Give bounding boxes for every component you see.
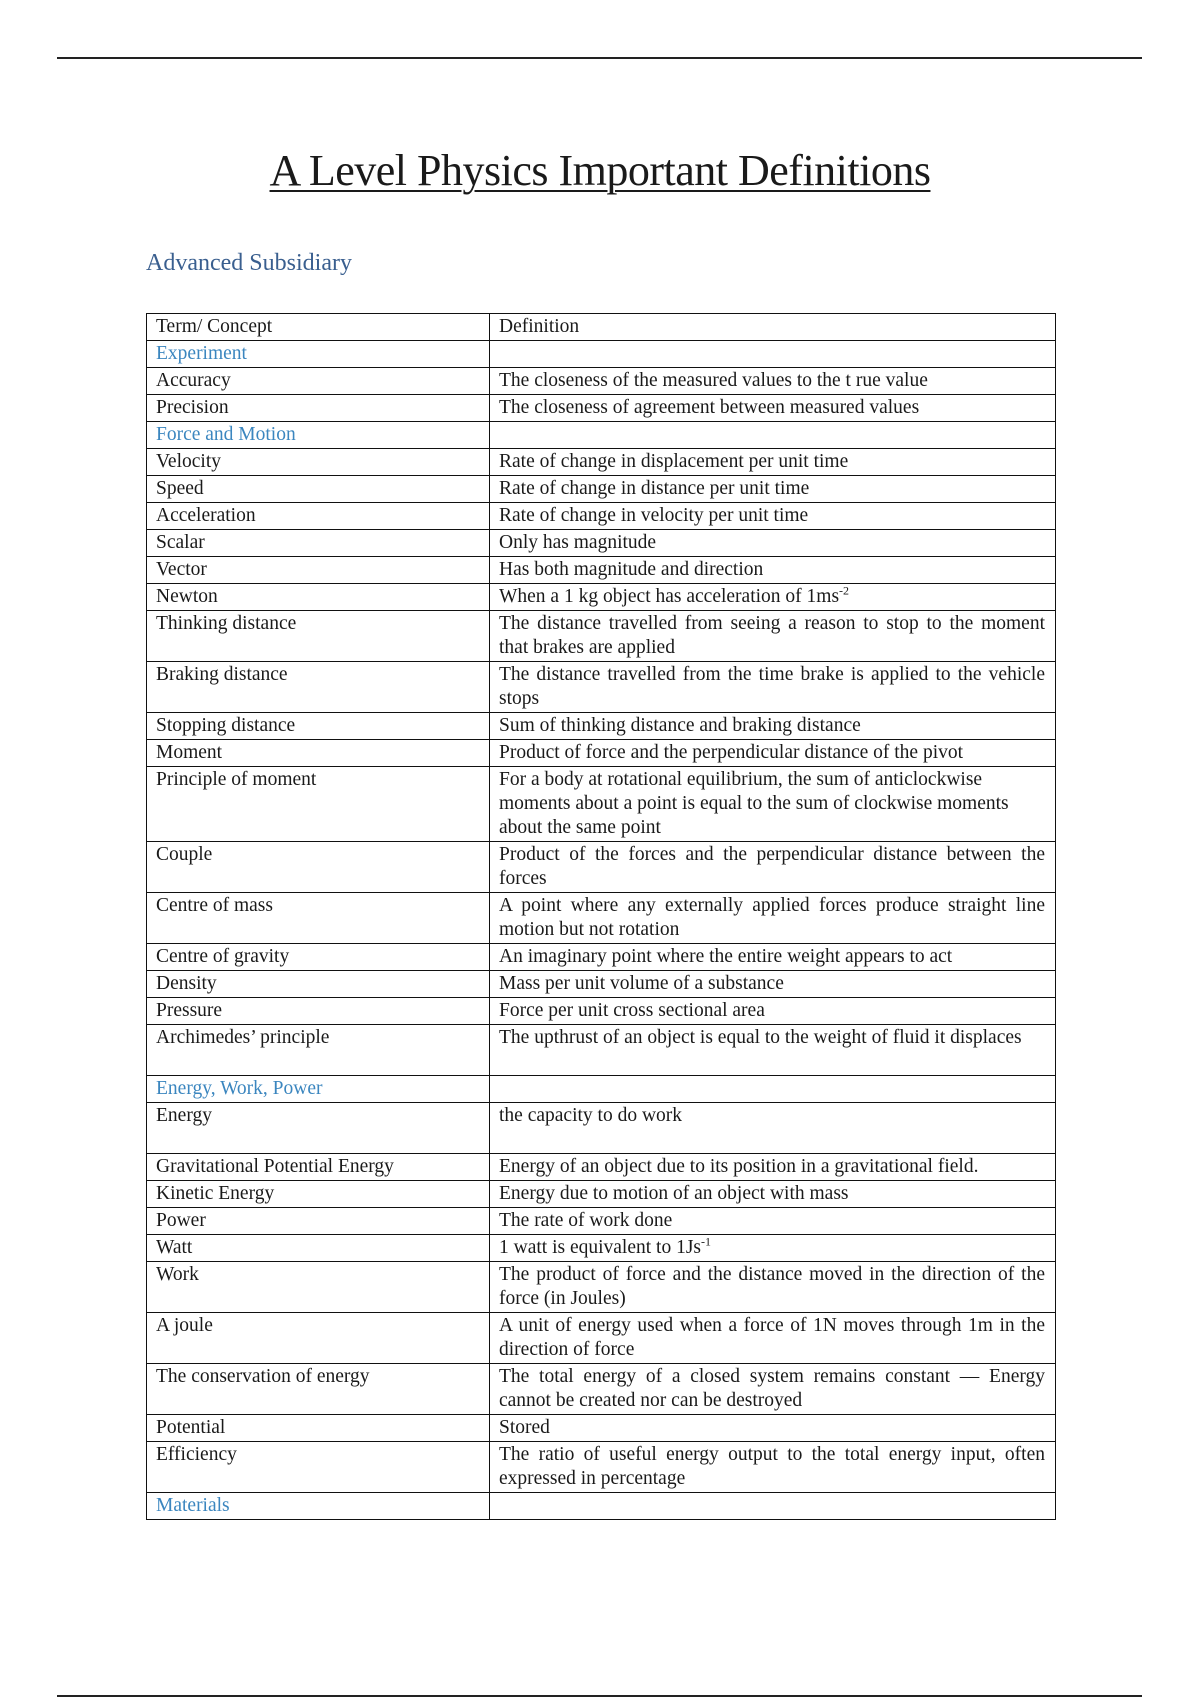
table-row xyxy=(147,1103,1056,1154)
term-cell: Pressure xyxy=(147,998,490,1025)
term-cell: Scalar xyxy=(147,530,490,557)
term-cell: Density xyxy=(147,971,490,998)
table-row xyxy=(147,449,1056,476)
table-row xyxy=(147,530,1056,557)
definition-cell: Mass per unit volume of a substance xyxy=(490,971,1056,998)
definition-cell: Product of force and the perpendicular distance of the pivot xyxy=(490,740,1056,767)
definition-text: When a 1 kg object has acceleration of 1ms xyxy=(499,586,840,607)
definition-cell: Force per unit cross sectional area xyxy=(490,998,1056,1025)
table-row xyxy=(147,1154,1056,1181)
term-cell: Newton xyxy=(147,584,490,611)
term-cell: Couple xyxy=(147,842,490,893)
term-cell: Stopping distance xyxy=(147,713,490,740)
definition-cell: The ratio of useful energy output to the total energy input, often expressed in percentage xyxy=(490,1442,1056,1493)
table-row xyxy=(147,395,1056,422)
empty-cell xyxy=(490,341,1056,368)
definition-cell: Only has magnitude xyxy=(490,530,1056,557)
definition-cell: Sum of thinking distance and braking distance xyxy=(490,713,1056,740)
unit-exponent: -1 xyxy=(701,1234,712,1249)
table-row xyxy=(147,998,1056,1025)
header-term: Term/ Concept xyxy=(147,314,490,341)
section-row xyxy=(147,1493,1056,1520)
definition-cell: Rate of change in distance per unit time xyxy=(490,476,1056,503)
definition-cell: Has both magnitude and direction xyxy=(490,557,1056,584)
table-row xyxy=(147,584,1056,611)
definition-cell: A unit of energy used when a force of 1N moves through 1m in the direction of force xyxy=(490,1313,1056,1364)
bottom-rule xyxy=(57,1695,1142,1697)
term-cell: Work xyxy=(147,1262,490,1313)
definition-cell: The closeness of the measured values to the t rue value xyxy=(490,368,1056,395)
table-row xyxy=(147,1235,1056,1262)
term-cell: Principle of moment xyxy=(147,767,490,842)
definition-cell: the capacity to do work xyxy=(490,1103,1056,1154)
term-cell: Centre of gravity xyxy=(147,944,490,971)
definition-cell: A point where any externally applied forces produce straight line motion but not rotation xyxy=(490,893,1056,944)
definition-cell: Energy due to motion of an object with mass xyxy=(490,1181,1056,1208)
table-row xyxy=(147,557,1056,584)
section-label-materials: Materials xyxy=(147,1493,490,1520)
definition-text: 1 watt is equivalent to 1Js xyxy=(499,1237,702,1258)
table-row xyxy=(147,503,1056,530)
term-cell: The conservation of energy xyxy=(147,1364,490,1415)
section-heading: Advanced Subsidiary xyxy=(146,250,352,276)
definition-cell: Product of the forces and the perpendicular distance between the forces xyxy=(490,842,1056,893)
term-cell: Energy xyxy=(147,1103,490,1154)
table-row xyxy=(147,1262,1056,1313)
table-row xyxy=(147,971,1056,998)
term-cell: Accuracy xyxy=(147,368,490,395)
definition-cell: An imaginary point where the entire weight appears to act xyxy=(490,944,1056,971)
section-row xyxy=(147,1076,1056,1103)
definition-cell: Energy of an object due to its position in a gravitational field. xyxy=(490,1154,1056,1181)
section-row xyxy=(147,341,1056,368)
term-cell: Acceleration xyxy=(147,503,490,530)
section-label-energy: Energy, Work, Power xyxy=(147,1076,490,1103)
definitions-table xyxy=(146,313,1056,1520)
term-cell: Archimedes’ principle xyxy=(147,1025,490,1076)
definition-cell: Rate of change in velocity per unit time xyxy=(490,503,1056,530)
unit-exponent: -2 xyxy=(839,583,850,598)
definition-cell: Rate of change in displacement per unit time xyxy=(490,449,1056,476)
section-row xyxy=(147,422,1056,449)
term-cell: Centre of mass xyxy=(147,893,490,944)
table-row xyxy=(147,1313,1056,1364)
table-row xyxy=(147,740,1056,767)
definition-cell xyxy=(490,584,1056,611)
section-label-experiment: Experiment xyxy=(147,341,490,368)
term-cell: Braking distance xyxy=(147,662,490,713)
table-row xyxy=(147,1364,1056,1415)
table-row xyxy=(147,368,1056,395)
header-definition: Definition xyxy=(490,314,1056,341)
term-cell: Speed xyxy=(147,476,490,503)
table-row xyxy=(147,1025,1056,1076)
table-row xyxy=(147,662,1056,713)
table-row xyxy=(147,476,1056,503)
table-row xyxy=(147,767,1056,842)
term-cell: Vector xyxy=(147,557,490,584)
top-rule xyxy=(57,57,1142,59)
definition-cell: The distance travelled from the time brake is applied to the vehicle stops xyxy=(490,662,1056,713)
table-header-row xyxy=(147,314,1056,341)
table-row xyxy=(147,1208,1056,1235)
term-cell: Velocity xyxy=(147,449,490,476)
table-row xyxy=(147,893,1056,944)
empty-cell xyxy=(490,1076,1056,1103)
term-cell: Potential xyxy=(147,1415,490,1442)
table-row xyxy=(147,1442,1056,1493)
term-cell: Gravitational Potential Energy xyxy=(147,1154,490,1181)
definition-cell: The total energy of a closed system remains constant — Energy cannot be created nor can be destroyed xyxy=(490,1364,1056,1415)
term-cell: Power xyxy=(147,1208,490,1235)
definition-cell: Stored xyxy=(490,1415,1056,1442)
table-row xyxy=(147,611,1056,662)
term-cell: Kinetic Energy xyxy=(147,1181,490,1208)
definition-cell xyxy=(490,1235,1056,1262)
definition-cell: The product of force and the distance moved in the direction of the force (in Joules) xyxy=(490,1262,1056,1313)
section-label-force-motion: Force and Motion xyxy=(147,422,490,449)
table-row xyxy=(147,1181,1056,1208)
term-cell: Watt xyxy=(147,1235,490,1262)
empty-cell xyxy=(490,422,1056,449)
empty-cell xyxy=(490,1493,1056,1520)
term-cell: Thinking distance xyxy=(147,611,490,662)
definition-cell: The upthrust of an object is equal to the weight of fluid it displaces xyxy=(490,1025,1056,1076)
term-cell: A joule xyxy=(147,1313,490,1364)
definition-cell: The rate of work done xyxy=(490,1208,1056,1235)
page-title: A Level Physics Important Definitions xyxy=(269,146,931,195)
table-row xyxy=(147,944,1056,971)
definition-cell: For a body at rotational equilibrium, the sum of anticlockwise moments about a point is equal to the sum of clockwise moments about the same point xyxy=(490,767,1056,842)
table-row xyxy=(147,842,1056,893)
table-row xyxy=(147,713,1056,740)
term-cell: Moment xyxy=(147,740,490,767)
definition-cell: The distance travelled from seeing a reason to stop to the moment that brakes are applied xyxy=(490,611,1056,662)
term-cell: Precision xyxy=(147,395,490,422)
table-row xyxy=(147,1415,1056,1442)
definition-cell: The closeness of agreement between measured values xyxy=(490,395,1056,422)
term-cell: Efficiency xyxy=(147,1442,490,1493)
